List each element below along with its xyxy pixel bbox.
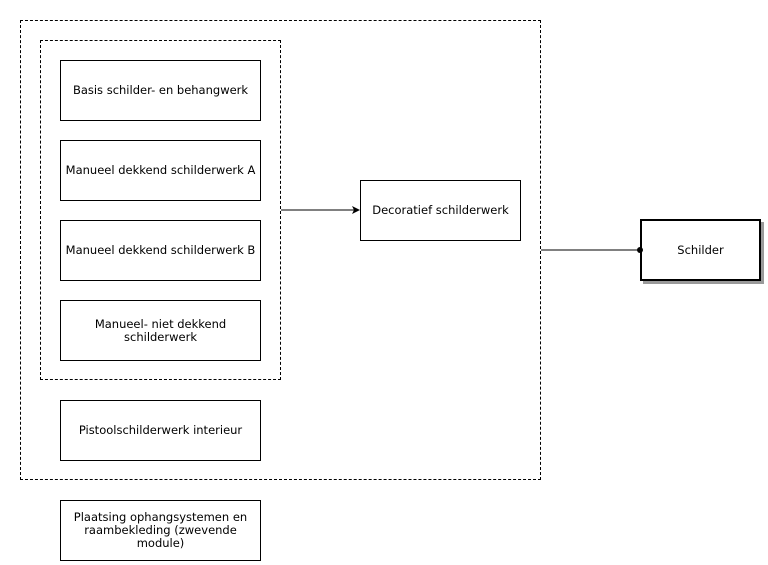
module-plaatsing-ophangsystemen: Plaatsing ophangsystemen en raambekleding (zwevende module) <box>60 500 261 561</box>
schilder-box: Schilder <box>640 219 761 281</box>
decoratief-schilderwerk-box: Decoratief schilderwerk <box>360 180 521 241</box>
module-pistoolschilderwerk-interieur: Pistoolschilderwerk interieur <box>60 400 261 461</box>
module-manueel-niet-dekkend: Manueel- niet dekkend schilderwerk <box>60 300 261 361</box>
connector-dot <box>637 247 643 253</box>
module-manueel-dekkend-b: Manueel dekkend schilderwerk B <box>60 220 261 281</box>
module-manueel-dekkend-a: Manueel dekkend schilderwerk A <box>60 140 261 201</box>
module-basis-schilder-behangwerk: Basis schilder- en behangwerk <box>60 60 261 121</box>
